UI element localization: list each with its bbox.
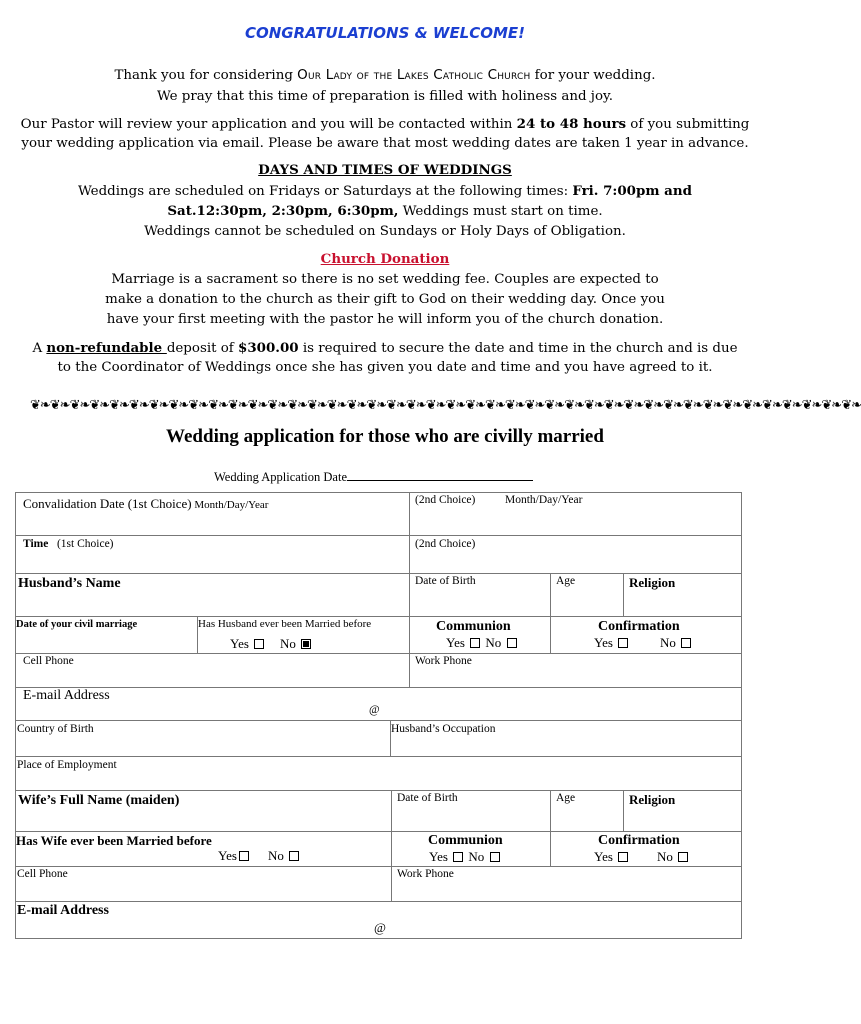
time-2nd-field[interactable] <box>409 535 742 574</box>
husband-confirmation-field <box>550 616 742 654</box>
wife-dob-label: Date of Birth <box>397 792 458 804</box>
time-1st-label: Time (1st Choice) <box>23 538 114 550</box>
husband-dob-field[interactable] <box>409 573 551 617</box>
ornament-divider: ❦❧❦❧❦❧❦❧❦❧❦❧❦❧❦❧❦❧❦❧❦❧❦❧❦❧❦❧❦❧❦❧❦❧❦❧❦❧❦❧❦❧❦❧❦❧❦❧❦❧❦❧❦❧❦❧❦❧❦❧❦❧❦❧❦❧❦❧❦❧❦❧❦❧❦❧❦❧❦❧❦❧❦❧ <box>30 398 861 413</box>
church-name: Our Lady of the Lakes Catholic Church <box>297 67 531 83</box>
pastor-text-b: of you submitting <box>626 117 750 132</box>
husband-communion-label: Communion <box>436 619 511 634</box>
deposit-c: is required to secure the date and time in the church and is due <box>298 341 738 356</box>
wife-married-no[interactable]: No <box>268 848 301 864</box>
husband-communion-options[interactable]: Yes No <box>446 635 519 651</box>
days-times-title: DAYS AND TIMES OF WEDDINGS <box>258 162 512 178</box>
wife-communion-field <box>391 831 551 867</box>
time-2nd-label: (2nd Choice) <box>415 538 476 550</box>
pastor-line-1 <box>0 115 770 135</box>
husband-communion-field <box>409 616 551 654</box>
husband-name-label: Husband’s Name <box>18 576 121 591</box>
wife-married-yes-checkbox[interactable] <box>239 851 249 861</box>
wife-communion-no-checkbox[interactable] <box>490 852 500 862</box>
husband-religion-label: Religion <box>629 575 676 590</box>
husband-married-no[interactable]: No <box>280 636 313 652</box>
husband-communion-no-checkbox[interactable] <box>507 638 517 648</box>
husband-cell-phone-label: Cell Phone <box>23 655 74 667</box>
deposit-amount: $300.00 <box>238 340 299 356</box>
wife-cell-phone-field[interactable] <box>15 866 392 902</box>
wife-communion-yes-checkbox[interactable] <box>453 852 463 862</box>
application-date-row <box>214 468 533 485</box>
wife-communion-label: Communion <box>428 833 503 848</box>
wife-confirmation-field <box>550 831 742 867</box>
husband-married-yes[interactable]: Yes <box>230 636 266 652</box>
wife-email-label: E-mail Address <box>17 903 109 918</box>
wife-age-field[interactable] <box>550 790 624 832</box>
donation-line-1: Marriage is a sacrament so there is no set wedding fee. Couples are expected to <box>111 272 659 287</box>
wife-dob-field[interactable] <box>391 790 551 832</box>
husband-email-field[interactable] <box>15 687 742 721</box>
wife-married-no-checkbox[interactable] <box>289 851 299 861</box>
application-date-label: Wedding Application Date <box>214 470 347 484</box>
days-text-b: Fri. 7:00pm and <box>572 183 692 199</box>
deposit-line-2: to the Coordinator of Weddings once she has given you date and time and you have agreed to it. <box>57 360 713 375</box>
convalidation-2nd-label: (2nd Choice) <box>415 494 476 506</box>
husband-occupation-field[interactable] <box>390 720 742 757</box>
wife-confirmation-yes[interactable]: Yes <box>594 849 630 865</box>
husband-name-field[interactable] <box>15 573 410 617</box>
wife-confirmation-label: Confirmation <box>598 833 680 848</box>
time-1st-field[interactable] <box>15 535 410 574</box>
donation-title: Church Donation <box>320 251 450 267</box>
wife-cell-phone-label: Cell Phone <box>17 868 68 880</box>
husband-work-phone-field[interactable] <box>409 653 742 688</box>
husband-married-yes-checkbox[interactable] <box>254 639 264 649</box>
deposit-a: A <box>32 341 47 356</box>
donation-line-2: make a donation to the church as their gift to God on their wedding day. Once you <box>105 292 665 307</box>
civil-marriage-date-field[interactable] <box>15 616 198 654</box>
wife-religion-label: Religion <box>629 792 676 807</box>
pastor-hours: 24 to 48 hours <box>516 116 627 132</box>
wife-married-yes[interactable]: Yes <box>218 848 251 864</box>
convalidation-1st-field[interactable] <box>15 492 410 536</box>
wife-email-field[interactable] <box>15 901 742 939</box>
days-times-bold: Sat.12:30pm, 2:30pm, 6:30pm, <box>167 203 399 219</box>
days-line-2 <box>0 202 770 222</box>
husband-email-label: E-mail Address <box>23 688 110 703</box>
husband-country-label: Country of Birth <box>17 723 94 735</box>
wife-religion-field[interactable] <box>623 790 742 832</box>
convalidation-2nd-format: Month/Day/Year <box>505 494 583 506</box>
deposit-line-1 <box>0 339 770 359</box>
civil-marriage-date-label: Date of your civil marriage <box>16 619 138 630</box>
days-line-3: Weddings cannot be scheduled on Sundays or Holy Days of Obligation. <box>144 224 626 239</box>
wife-work-phone-label: Work Phone <box>397 868 454 880</box>
husband-married-before-label: Has Husband ever been Married before <box>198 618 372 630</box>
convalidation-2nd-field[interactable] <box>409 492 742 536</box>
husband-confirmation-label: Confirmation <box>598 619 680 634</box>
husband-confirmation-no[interactable]: No <box>660 635 693 651</box>
application-title: Wedding application for those who are civilly married <box>166 426 604 447</box>
husband-occupation-label: Husband’s Occupation <box>391 723 496 735</box>
donation-line-3: have your first meeting with the pastor he will inform you of the church donation. <box>106 312 664 327</box>
deposit-nonrefundable: non-refundable <box>46 340 167 356</box>
husband-religion-field[interactable] <box>623 573 742 617</box>
congratulations-heading: CONGRATULATIONS & WELCOME! <box>244 24 526 42</box>
thank-you-line <box>0 66 770 86</box>
wife-confirmation-yes-checkbox[interactable] <box>618 852 628 862</box>
convalidation-1st-label: Convalidation Date (1st Choice) Month/Day/Year <box>23 496 269 511</box>
deposit-b: deposit of <box>166 341 239 356</box>
husband-confirmation-yes[interactable]: Yes <box>594 635 630 651</box>
husband-married-no-checkbox[interactable] <box>301 639 311 649</box>
days-text-a: Weddings are scheduled on Fridays or Saturdays at the following times: <box>78 184 573 199</box>
days-text-c: Weddings must start on time. <box>398 204 603 219</box>
wife-age-label: Age <box>556 792 576 804</box>
husband-confirmation-no-checkbox[interactable] <box>681 638 691 648</box>
husband-age-field[interactable] <box>550 573 624 617</box>
wife-communion-options[interactable]: Yes No <box>429 849 502 865</box>
husband-confirmation-yes-checkbox[interactable] <box>618 638 628 648</box>
prayer-line: We pray that this time of preparation is filled with holiness and joy. <box>156 89 614 104</box>
thank-you-post: for your wedding. <box>530 68 656 83</box>
wife-confirmation-no[interactable]: No <box>657 849 690 865</box>
pastor-text-a: Our Pastor will review your application and you will be contacted within <box>20 117 517 132</box>
wife-married-before-label: Has Wife ever been Married before <box>16 833 212 848</box>
husband-married-before-field <box>197 616 410 654</box>
wife-name-label: Wife’s Full Name (maiden) <box>18 793 180 808</box>
husband-dob-label: Date of Birth <box>415 575 476 587</box>
husband-cell-phone-field[interactable] <box>15 653 410 688</box>
wife-email-at: @ <box>374 920 386 935</box>
husband-employment-field[interactable] <box>15 756 742 791</box>
wife-work-phone-field[interactable] <box>391 866 742 902</box>
application-date-field[interactable] <box>347 468 533 481</box>
days-line-1 <box>0 182 770 202</box>
wife-married-before-field <box>15 831 392 867</box>
husband-country-field[interactable] <box>15 720 391 757</box>
husband-email-at: @ <box>369 704 380 716</box>
husband-work-phone-label: Work Phone <box>415 655 472 667</box>
thank-you-pre: Thank you for considering <box>114 68 298 83</box>
wife-name-field[interactable] <box>15 790 392 832</box>
husband-employment-label: Place of Employment <box>17 759 117 771</box>
wife-confirmation-no-checkbox[interactable] <box>678 852 688 862</box>
pastor-line-2: your wedding application via email. Please be aware that most wedding dates are taken 1 year in advance. <box>21 136 749 151</box>
husband-communion-yes-checkbox[interactable] <box>470 638 480 648</box>
husband-age-label: Age <box>556 575 576 587</box>
